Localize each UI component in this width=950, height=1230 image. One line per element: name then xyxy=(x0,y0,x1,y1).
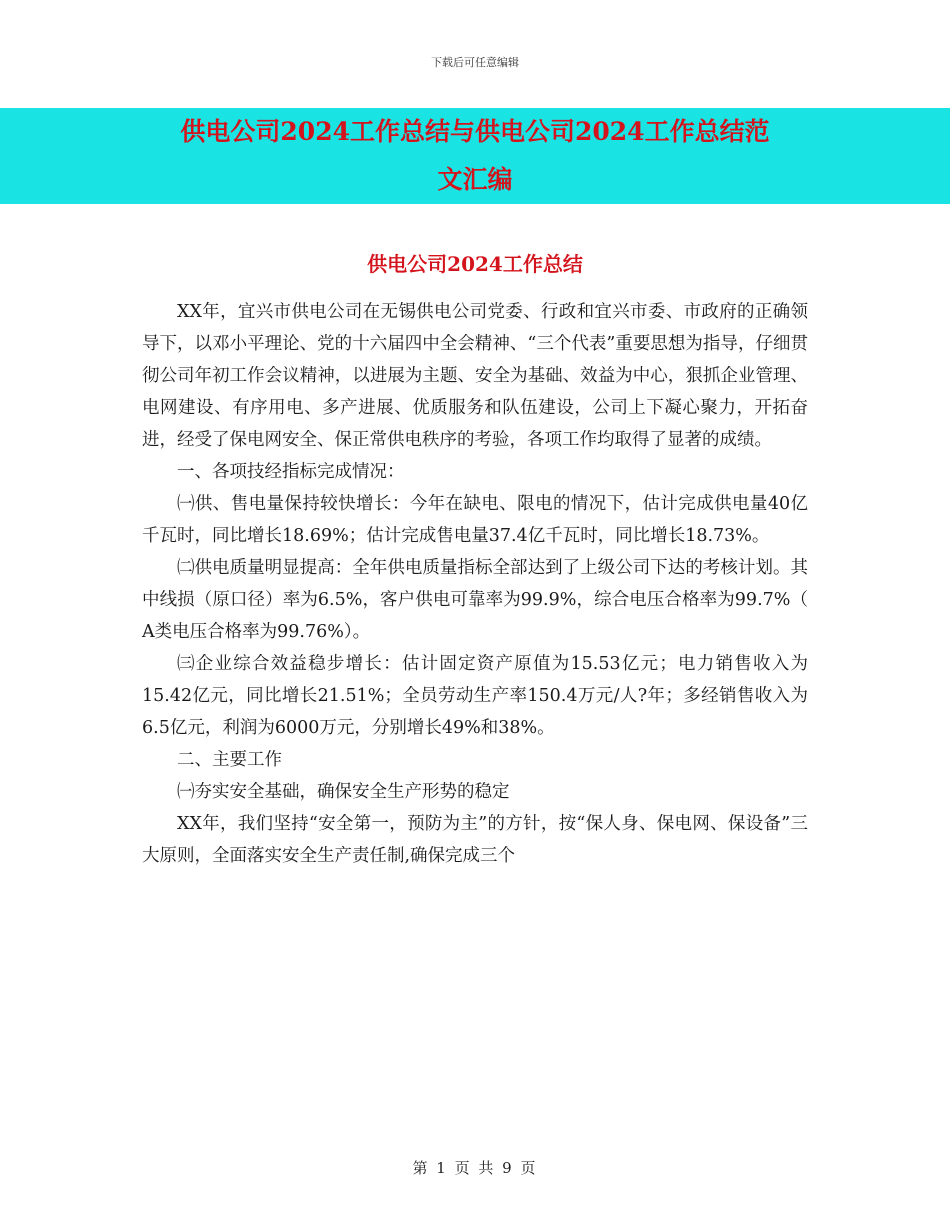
paragraph: ㈠供、售电量保持较快增长：今年在缺电、限电的情况下，估计完成供电量40亿千瓦时，同比增长18.69%；估计完成售电量37.4亿千瓦时，同比增长18.73%。 xyxy=(142,494,808,546)
paragraph: XX年，宜兴市供电公司在无锡供电公司党委、行政和宜兴市委、市政府的正确领导下，以邓小平理论、党的十六届四中全会精神、“三个代表”重要思想为指导，仔细贯彻公司年初工作会议精神，以进展为主题、安全为基础、效益为中心，狠抓企业管理、电网建设、有序用电、多产进展、优质服务和队伍建设，公司上下凝心聚力，开拓奋进，经受了保电网安全、保正常供电秩序的考验，各项工作均取得了显著的成绩。 xyxy=(142,302,808,450)
paragraph: 一、各项技经指标完成情况： xyxy=(177,462,405,482)
page-number: 第 1 页 共 9 页 xyxy=(412,1159,538,1177)
document-title xyxy=(0,108,950,204)
page-header-note: 下载后可任意编辑 xyxy=(431,56,519,69)
paragraph: ㈡供电质量明显提高：全年供电质量指标全部达到了上级公司下达的考核计划。其中线损（原口径）率为6.5%，客户供电可靠率为99.9%，综合电压合格率为99.7%（ A类电压合格率为99.76%）。 xyxy=(142,558,808,642)
document-title-line1: 供电公司2024工作总结与供电公司2024工作总结范 xyxy=(180,117,770,146)
paragraph: ㈢企业综合效益稳步增长：估计固定资产原值为15.53亿元；电力销售收入为15.42亿元，同比增长21.51%；全员劳动生产率150.4万元/人?年；多经销售收入为6.5亿元，利润为6000万元，分别增长49%和38%。 xyxy=(142,654,808,738)
document-title-line2: 文汇编 xyxy=(437,165,513,194)
section-heading: 供电公司2024工作总结 xyxy=(367,252,583,276)
paragraph: XX年，我们坚持“安全第一，预防为主”的方针，按“保人身、保电网、保设备”三大原则，全面落实安全生产责任制,确保完成三个 xyxy=(142,814,808,866)
document-body xyxy=(142,296,808,872)
paragraph: 二、主要工作 xyxy=(177,750,282,770)
paragraph: ㈠夯实安全基础，确保安全生产形势的稳定 xyxy=(177,782,510,802)
